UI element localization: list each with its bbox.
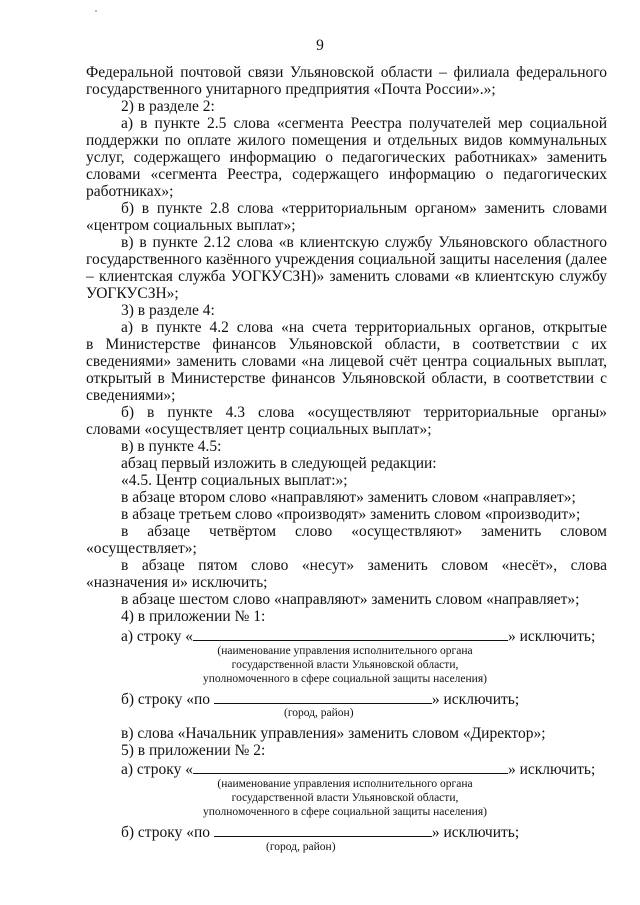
row-b-prefix: б) строку «по	[121, 691, 210, 708]
text-line: в абзаце шестом слово «направляют» заменить словом «направляет»;	[121, 591, 580, 608]
appendix2-heading: 5) в приложении № 2:	[121, 742, 266, 759]
text-line: поддержки по оплате жилого помещения и отдельных видов коммунальных	[86, 132, 607, 149]
row-a-prefix: а) строку «	[121, 761, 193, 778]
blank-line	[214, 823, 432, 837]
row-b-suffix: » исключить;	[431, 824, 520, 841]
text-line: Федеральной почтовой связи Ульяновской области – филиала федерального	[86, 64, 607, 81]
blank-line	[193, 627, 508, 641]
page-number: 9	[316, 37, 324, 54]
row-a-prefix: а) строку «	[121, 628, 193, 645]
appendix2-row-b	[121, 823, 640, 841]
text-line: государственного казённого учреждения социальной защиты населения (далее	[86, 251, 607, 268]
row-b-prefix: б) строку «по	[121, 824, 210, 841]
appendix2-note-a-2: государственной власти Ульяновской области,	[231, 792, 459, 804]
text-line: работниках»;	[86, 183, 174, 200]
text-line: «осуществляет»;	[86, 540, 197, 557]
row-b-suffix: » исключить;	[431, 691, 520, 708]
text-line: словами «осуществляет центр социальных выплат»;	[86, 421, 432, 438]
text-line: в) в пункте 4.5:	[121, 438, 222, 455]
row-a-suffix: » исключить;	[507, 628, 596, 645]
text-line: словами «сегмента Реестра, содержащего информацию о педагогических	[86, 166, 607, 183]
appendix2-row-a	[121, 760, 607, 778]
text-line: «назначения и» исключить;	[86, 574, 268, 591]
text-line: абзац первый изложить в следующей редакции:	[121, 455, 437, 472]
text-line: сведениями» заменить словами «на лицевой счёт центра социальных выплат,	[86, 353, 607, 370]
scan-speck	[95, 10, 97, 12]
text-line: а) в пункте 4.2 слова «на счета территориальных органов, открытые	[121, 319, 607, 336]
blank-line	[214, 690, 432, 704]
appendix1-note-a-1: (наименование управления исполнительного органа	[217, 645, 473, 657]
appendix2-note-a-3: уполномоченного в сфере социальной защиты населения)	[203, 806, 487, 818]
text-line: в) в пункте 2.12 слова «в клиентскую службу Ульяновского областного	[121, 234, 607, 251]
text-line: 3) в разделе 4:	[121, 302, 215, 319]
text-line: в абзаце третьем слово «производят» заменить словом «производит»;	[121, 506, 581, 523]
text-line: в Министерстве финансов Ульяновской области, в соответствии с их	[86, 336, 607, 353]
text-line: государственного унитарного предприятия «Почта России».»;	[86, 81, 496, 98]
text-line: в абзаце четвёртом слово «осуществляют» заменить словом	[121, 523, 607, 540]
appendix2-note-b: (город, район)	[266, 841, 336, 853]
text-line: 4) в приложении № 1:	[121, 608, 266, 625]
text-line: открытый в Министерстве финансов Ульяновской области, в соответствии с	[86, 370, 607, 387]
text-line: услуг, содержащего информацию о педагогических работниках» заменить	[86, 149, 607, 166]
appendix1-row-b	[121, 690, 640, 708]
text-line: в абзаце втором слово «направляют» заменить словом «направляет»;	[121, 489, 576, 506]
text-line: а) в пункте 2.5 слова «сегмента Реестра получателей мер социальной	[121, 115, 607, 132]
appendix1-row-c: в) слова «Начальник управления» заменить словом «Директор»;	[121, 725, 546, 742]
appendix2-note-a-1: (наименование управления исполнительного органа	[217, 778, 473, 790]
appendix1-note-a-3: уполномоченного в сфере социальной защиты населения)	[203, 673, 487, 685]
appendix1-note-a-2: государственной власти Ульяновской области,	[231, 659, 459, 671]
text-line: УОГКУСЗН»;	[86, 285, 179, 302]
text-line: сведениями»;	[86, 387, 176, 404]
blank-line	[193, 760, 508, 774]
text-line: «центром социальных выплат»;	[86, 217, 296, 234]
appendix1-row-a	[121, 627, 607, 645]
text-line: «4.5. Центр социальных выплат:»;	[121, 472, 348, 489]
text-line: б) в пункте 4.3 слова «осуществляют территориальные органы»	[121, 404, 607, 421]
text-line: б) в пункте 2.8 слова «территориальным органом» заменить словами	[121, 200, 607, 217]
text-line: – клиентская служба УОГКУСЗН)» заменить словами «в клиентскую службу	[86, 268, 607, 285]
row-a-suffix: » исключить;	[507, 761, 596, 778]
appendix1-note-b: (город, район)	[284, 707, 354, 719]
text-line: в абзаце пятом слово «несут» заменить словом «несёт», слова	[121, 557, 607, 574]
text-line: 2) в разделе 2:	[121, 98, 215, 115]
